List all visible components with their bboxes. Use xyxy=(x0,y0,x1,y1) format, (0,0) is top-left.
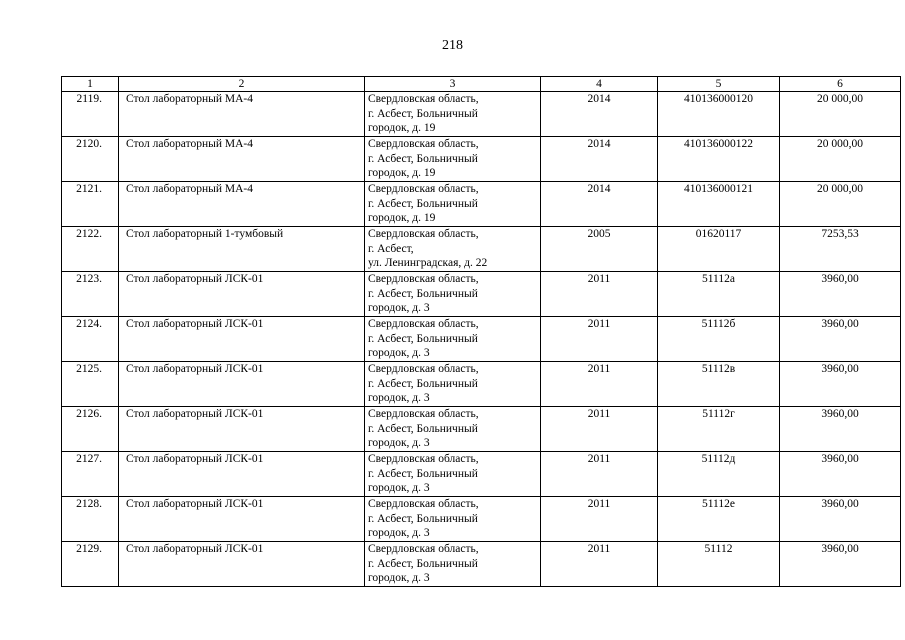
item-address: Свердловская область, г. Асбест, Больничный городок, д. 3 xyxy=(365,362,541,407)
table-row xyxy=(62,272,901,317)
inventory-number: 51112в xyxy=(658,362,780,407)
column-header-5: 5 xyxy=(658,77,780,92)
table-row xyxy=(62,182,901,227)
row-number: 2125. xyxy=(62,362,119,407)
page-number: 218 xyxy=(442,38,463,53)
item-year: 2011 xyxy=(541,272,658,317)
item-cost: 7253,53 xyxy=(780,227,901,272)
item-name: Стол лабораторный МА-4 xyxy=(119,92,365,137)
row-number: 2121. xyxy=(62,182,119,227)
table-row xyxy=(62,362,901,407)
row-number: 2122. xyxy=(62,227,119,272)
table-row xyxy=(62,227,901,272)
row-number: 2124. xyxy=(62,317,119,362)
inventory-number: 51112д xyxy=(658,452,780,497)
inventory-number: 410136000121 xyxy=(658,182,780,227)
row-number: 2129. xyxy=(62,542,119,587)
column-header-1: 1 xyxy=(62,77,119,92)
item-address: Свердловская область, г. Асбест, Больничный городок, д. 3 xyxy=(365,407,541,452)
row-number: 2123. xyxy=(62,272,119,317)
row-number: 2120. xyxy=(62,137,119,182)
item-year: 2011 xyxy=(541,497,658,542)
column-header-6: 6 xyxy=(780,77,901,92)
item-name: Стол лабораторный ЛСК-01 xyxy=(119,317,365,362)
inventory-number: 410136000120 xyxy=(658,92,780,137)
item-year: 2011 xyxy=(541,362,658,407)
table-row xyxy=(62,407,901,452)
item-cost: 20 000,00 xyxy=(780,92,901,137)
item-address: Свердловская область, г. Асбест, Больничный городок, д. 3 xyxy=(365,452,541,497)
item-year: 2011 xyxy=(541,317,658,362)
item-address: Свердловская область, г. Асбест, Больничный городок, д. 3 xyxy=(365,272,541,317)
row-number: 2128. xyxy=(62,497,119,542)
row-number: 2126. xyxy=(62,407,119,452)
item-year: 2011 xyxy=(541,542,658,587)
table-row xyxy=(62,542,901,587)
item-year: 2014 xyxy=(541,92,658,137)
item-cost: 3960,00 xyxy=(780,497,901,542)
item-year: 2011 xyxy=(541,452,658,497)
column-header-3: 3 xyxy=(365,77,541,92)
item-cost: 3960,00 xyxy=(780,452,901,497)
item-cost: 20 000,00 xyxy=(780,182,901,227)
item-name: Стол лабораторный ЛСК-01 xyxy=(119,452,365,497)
item-cost: 3960,00 xyxy=(780,362,901,407)
column-header-2: 2 xyxy=(119,77,365,92)
item-address: Свердловская область, г. Асбест, Больничный городок, д. 19 xyxy=(365,92,541,137)
item-cost: 20 000,00 xyxy=(780,137,901,182)
inventory-number: 51112б xyxy=(658,317,780,362)
item-address: Свердловская область, г. Асбест, ул. Ленинградская, д. 22 xyxy=(365,227,541,272)
item-year: 2014 xyxy=(541,182,658,227)
item-year: 2014 xyxy=(541,137,658,182)
inventory-number: 01620117 xyxy=(658,227,780,272)
item-address: Свердловская область, г. Асбест, Больничный городок, д. 3 xyxy=(365,317,541,362)
inventory-number: 51112е xyxy=(658,497,780,542)
item-name: Стол лабораторный ЛСК-01 xyxy=(119,272,365,317)
item-cost: 3960,00 xyxy=(780,407,901,452)
item-cost: 3960,00 xyxy=(780,272,901,317)
column-header-4: 4 xyxy=(541,77,658,92)
inventory-number: 410136000122 xyxy=(658,137,780,182)
item-name: Стол лабораторный ЛСК-01 xyxy=(119,407,365,452)
inventory-number: 51112г xyxy=(658,407,780,452)
table-header-row xyxy=(62,77,901,92)
item-name: Стол лабораторный ЛСК-01 xyxy=(119,497,365,542)
table-row xyxy=(62,92,901,137)
inventory-number: 51112а xyxy=(658,272,780,317)
item-name: Стол лабораторный МА-4 xyxy=(119,137,365,182)
property-registry-table xyxy=(61,76,901,587)
table-row xyxy=(62,137,901,182)
item-name: Стол лабораторный ЛСК-01 xyxy=(119,542,365,587)
item-name: Стол лабораторный 1-тумбовый xyxy=(119,227,365,272)
row-number: 2119. xyxy=(62,92,119,137)
item-name: Стол лабораторный МА-4 xyxy=(119,182,365,227)
item-address: Свердловская область, г. Асбест, Больничный городок, д. 19 xyxy=(365,182,541,227)
item-year: 2005 xyxy=(541,227,658,272)
row-number: 2127. xyxy=(62,452,119,497)
item-name: Стол лабораторный ЛСК-01 xyxy=(119,362,365,407)
table-row xyxy=(62,497,901,542)
inventory-number: 51112 xyxy=(658,542,780,587)
item-address: Свердловская область, г. Асбест, Больничный городок, д. 19 xyxy=(365,137,541,182)
item-cost: 3960,00 xyxy=(780,317,901,362)
item-year: 2011 xyxy=(541,407,658,452)
item-cost: 3960,00 xyxy=(780,542,901,587)
item-address: Свердловская область, г. Асбест, Больничный городок, д. 3 xyxy=(365,542,541,587)
table-row xyxy=(62,317,901,362)
table-row xyxy=(62,452,901,497)
item-address: Свердловская область, г. Асбест, Больничный городок, д. 3 xyxy=(365,497,541,542)
